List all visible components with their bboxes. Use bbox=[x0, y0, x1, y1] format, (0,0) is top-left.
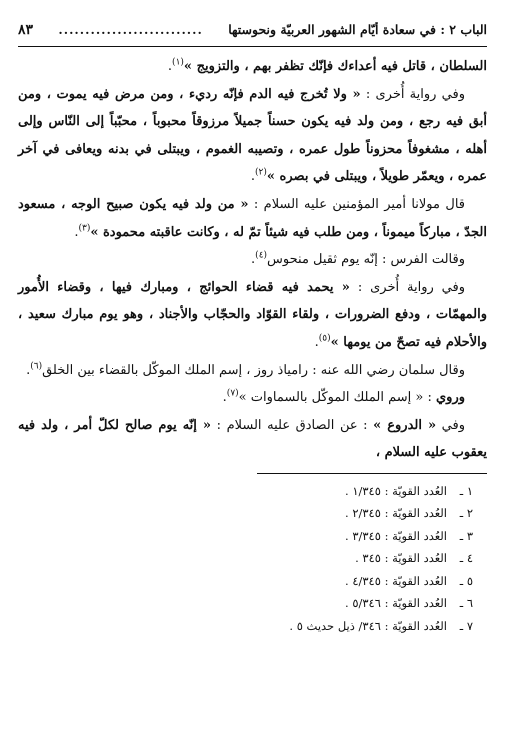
header-rule bbox=[18, 46, 487, 47]
paragraph-lead: وفي رواية أُخرى : bbox=[360, 86, 465, 102]
paragraph-end: . bbox=[250, 169, 256, 185]
source-term: « الدروع » bbox=[373, 417, 437, 433]
paragraph-end: . bbox=[314, 334, 319, 350]
paragraph-middle: : عن الصادق عليه السلام : bbox=[211, 417, 374, 433]
paragraph-end: . bbox=[167, 59, 173, 74]
paragraph-8 bbox=[18, 412, 487, 467]
footnote-text: العُدد القويّة : ٢/٣٤٥ . bbox=[345, 506, 447, 521]
footnotes bbox=[18, 480, 487, 638]
paragraph-lead: وفي bbox=[436, 417, 465, 433]
footnote-item bbox=[18, 592, 473, 615]
footnote-number: ٧ ـ bbox=[459, 618, 473, 633]
footnote-item bbox=[18, 615, 473, 638]
paragraph-1 bbox=[18, 53, 487, 81]
footnote-text: العُدد القويّة : ٣٤٥ . bbox=[355, 551, 447, 566]
chapter-title: الباب ٢ : في سعادة أيّام الشهور العربيّة ونحوستها bbox=[228, 22, 487, 37]
footnote-text: العُدد القويّة : ٣٤٦/ ذيل حديث ٥ . bbox=[289, 618, 447, 633]
footnote-ref: (٧) bbox=[226, 388, 239, 399]
footnote-text: العُدد القويّة : ٤/٣٤٥ . bbox=[345, 573, 447, 588]
paragraph-lead: : « إسم الملك الموكّل بالسماوات » bbox=[238, 390, 436, 406]
footnote-number: ٣ ـ bbox=[459, 528, 473, 543]
paragraph-lead: وفي رواية أُخرى : bbox=[349, 279, 466, 295]
footnote-rule bbox=[257, 473, 487, 474]
paragraph-end: . bbox=[222, 390, 227, 406]
paragraph-5 bbox=[18, 274, 487, 357]
footnote-ref: (١) bbox=[172, 57, 184, 68]
source-term: وروي bbox=[435, 390, 465, 406]
footnote-number: ٤ ـ bbox=[459, 551, 473, 566]
main-text bbox=[18, 53, 487, 467]
quote-text: « يحمد فيه قضاء الحوائج ، ومبارك فيها ، وقضاء الأُمور والمهمّات ، ودفع الضرورات ، ولقاء القوّاد والحجّاب والأجناد ، وهو يوم مبارك سعيد ، والأحلام فيه تصحّ من يومها » bbox=[18, 279, 487, 350]
paragraph-7 bbox=[18, 384, 487, 412]
footnote-item bbox=[18, 547, 473, 570]
paragraph-end: . bbox=[74, 224, 79, 240]
footnote-number: ٥ ـ bbox=[459, 573, 473, 588]
footnote-ref: (٢) bbox=[255, 168, 267, 179]
footnote-text: العُدد القويّة : ٣/٣٤٥ . bbox=[345, 528, 447, 543]
footnote-ref: (٥) bbox=[318, 333, 331, 344]
paragraph-6 bbox=[18, 357, 487, 385]
leader-dots: ........................... bbox=[58, 22, 203, 37]
paragraph-lead: وقال سلمان رضي الله عنه : رامياذ روز ، إسم الملك الموكّل بالقضاء بين الخلق bbox=[42, 362, 465, 378]
paragraph-end: . bbox=[251, 252, 256, 268]
paragraph-2 bbox=[18, 81, 487, 191]
page-number: ٨٣ bbox=[18, 22, 34, 38]
footnote-number: ٢ ـ bbox=[459, 506, 473, 521]
paragraph-lead: وقالت الفرس : إنّه يوم ثقيل منحوس bbox=[267, 252, 465, 268]
footnote-number: ٦ ـ bbox=[459, 596, 473, 611]
footnote-item bbox=[18, 502, 473, 525]
running-header bbox=[18, 22, 487, 44]
quote-text: السلطان ، قاتل فيه أعداءك فإنّك تظفر بهم ، والتزويج » bbox=[183, 59, 487, 74]
paragraph-end: . bbox=[26, 362, 31, 378]
footnote-text: العُدد القويّة : ١/٣٤٥ . bbox=[345, 483, 447, 498]
footnote-item bbox=[18, 570, 473, 593]
footnote-number: ١ ـ bbox=[459, 483, 473, 498]
footnote-ref: (٣) bbox=[78, 223, 91, 234]
footnote-item bbox=[18, 525, 473, 548]
paragraph-3 bbox=[18, 191, 487, 246]
footnote-item bbox=[18, 480, 473, 503]
footnote-ref: (٤) bbox=[255, 250, 268, 261]
paragraph-lead: قال مولانا أمير المؤمنين عليه السلام : bbox=[248, 196, 465, 212]
paragraph-4 bbox=[18, 246, 487, 274]
quote-text: « إنّه يوم صالح لكلّ أمر ، ولد فيه يعقوب عليه السلام ، bbox=[18, 417, 487, 461]
footnote-ref: (٦) bbox=[30, 361, 43, 372]
quote-text: « ولا تُخرج فيه الدم فإنّه رديء ، ومن مرض فيه يموت ، ومن أبق فيه رجع ، ومن ولد فيه يكون حسناً جميلاً مرزوقاً محبوباً ، محبّباً إلى النّاس وإلى أهله ، مشغوفاً محزوناً طول عمره ، وتصيبه الغموم ، ويبتلى في بدنه ويعافى في آخر عمره ، ويعمّر طويلاً ، ويبتلى في بصره » bbox=[18, 86, 487, 185]
footnote-text: العُدد القويّة : ٥/٣٤٦ . bbox=[345, 596, 447, 611]
quote-text: « من ولد فيه يكون صبيح الوجه ، مسعود الجدّ ، مباركاً ميموناً ، ومن طلب فيه شيئاً تمّ له ، وكانت عاقبته محمودة » bbox=[18, 196, 487, 240]
